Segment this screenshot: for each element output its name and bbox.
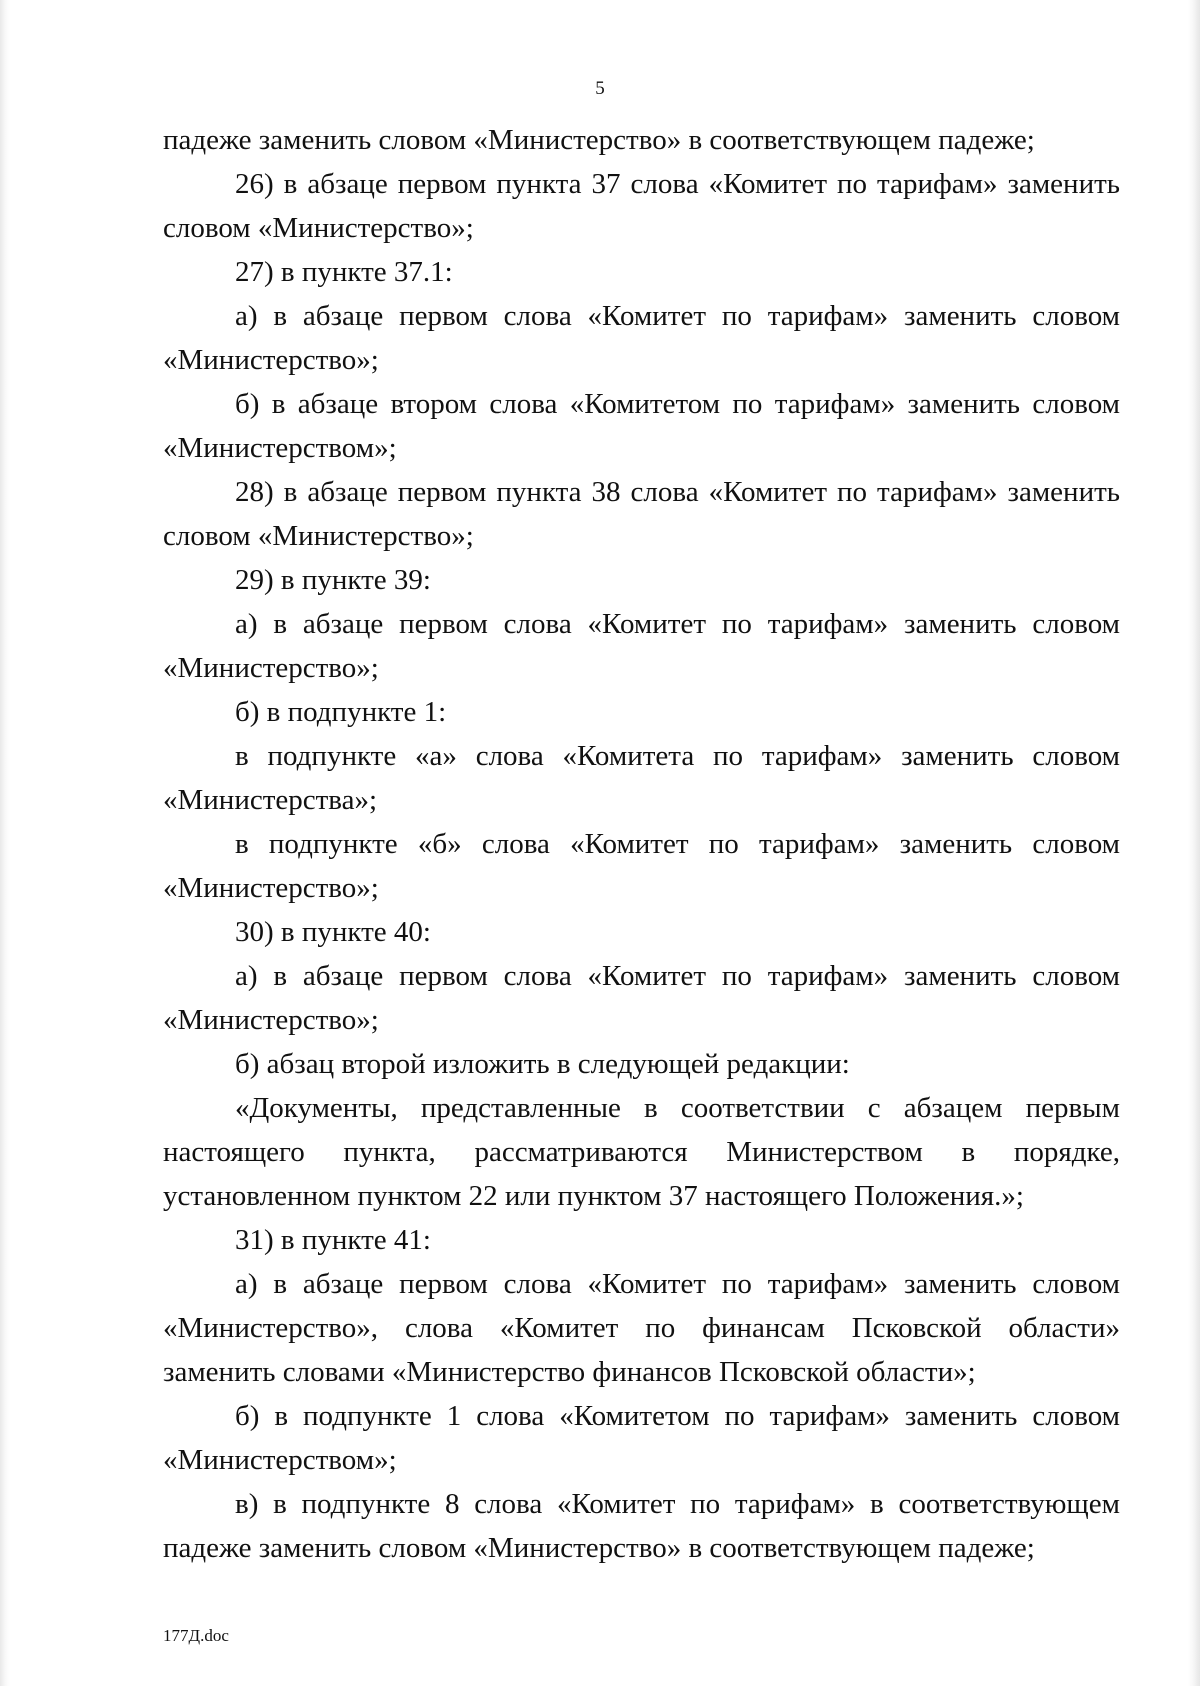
paragraph-item-27: 27) в пункте 37.1:: [235, 256, 453, 288]
paragraph-item-31a: а) в абзаце первом слова «Комитет по тарифам» заменить словом «Министерство», слова «Комитет по финансам Псковской области» заменить словами «Министерство финансов Псковской области»;: [163, 1268, 1120, 1388]
paragraph-item-27a: а) в абзаце первом слова «Комитет по тарифам» заменить словом «Министерство»;: [163, 300, 1120, 376]
paragraph-item-28: 28) в абзаце первом пункта 38 слова «Комитет по тарифам» заменить словом «Министерство»;: [163, 476, 1120, 552]
paragraph-quoted-text: «Документы, представленные в соответствии с абзацем первым настоящего пункта, рассматриваются Министерством в порядке, установленном пунктом 22 или пунктом 37 настоящего Положения.»;: [163, 1092, 1120, 1212]
document-body: [163, 118, 1120, 1570]
paragraph-item-30: 30) в пункте 40:: [235, 916, 431, 948]
paragraph-item-31b: б) в подпункте 1 слова «Комитетом по тарифам» заменить словом «Министерством»;: [163, 1400, 1120, 1476]
paragraph-item-29a: а) в абзаце первом слова «Комитет по тарифам» заменить словом «Министерство»;: [163, 608, 1120, 684]
scan-edge-left: [0, 0, 10, 1686]
footer-filename: 177Д.doc: [163, 1626, 229, 1645]
paragraph-item-29: 29) в пункте 39:: [235, 564, 431, 596]
paragraph-continuation: падеже заменить словом «Министерство» в соответствующем падеже;: [163, 124, 1035, 156]
page-number: 5: [595, 78, 605, 99]
paragraph-item-31c: в) в подпункте 8 слова «Комитет по тарифам» в соответствующем падеже заменить словом «Министерство» в соответствующем падеже;: [163, 1488, 1120, 1564]
paragraph-item-26: 26) в абзаце первом пункта 37 слова «Комитет по тарифам» заменить словом «Министерство»;: [163, 168, 1120, 244]
paragraph-item-29b: б) в подпункте 1:: [235, 696, 447, 728]
paragraph-item-31: 31) в пункте 41:: [235, 1224, 431, 1256]
paragraph-item-29b-b: в подпункте «б» слова «Комитет по тарифам» заменить словом «Министерство»;: [163, 828, 1120, 904]
paragraph-item-29b-a: в подпункте «а» слова «Комитета по тарифам» заменить словом «Министерства»;: [163, 740, 1120, 816]
scan-edge-right: [1188, 0, 1200, 1686]
paragraph-item-30b: б) абзац второй изложить в следующей редакции:: [235, 1048, 850, 1080]
paragraph-item-27b: б) в абзаце втором слова «Комитетом по тарифам» заменить словом «Министерством»;: [163, 388, 1120, 464]
paragraph-item-30a: а) в абзаце первом слова «Комитет по тарифам» заменить словом «Министерство»;: [163, 960, 1120, 1036]
